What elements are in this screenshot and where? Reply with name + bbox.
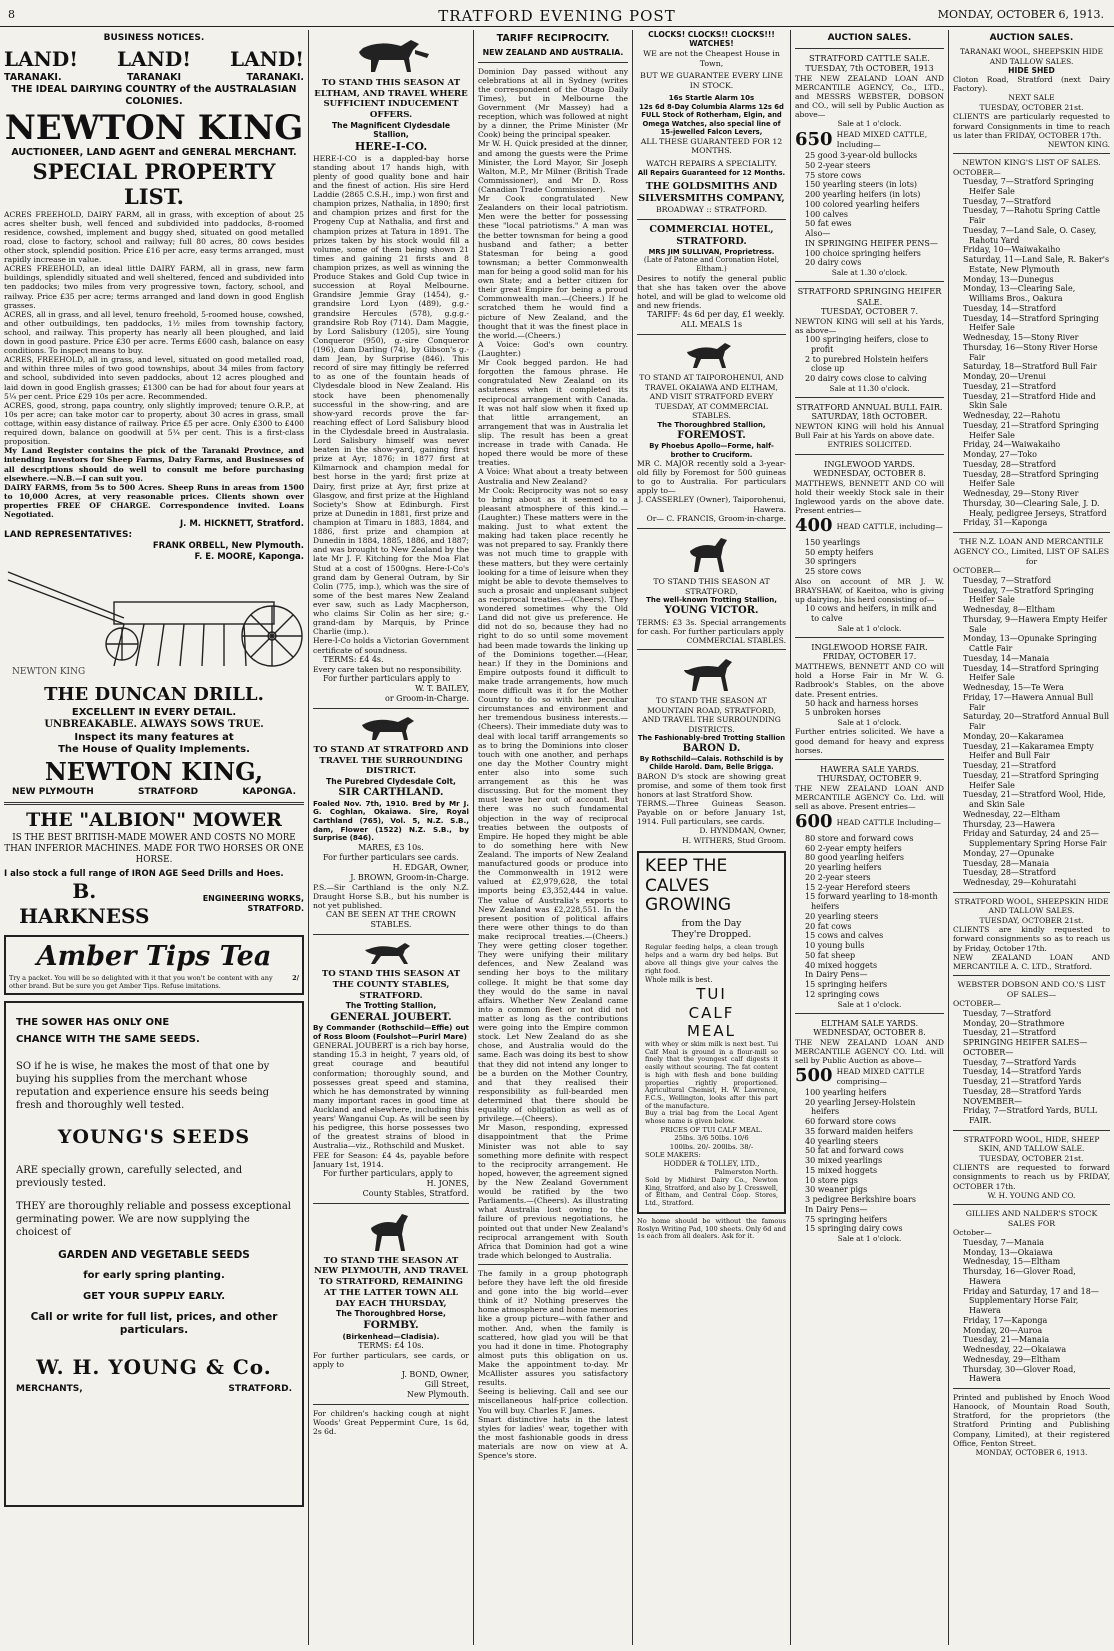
sale-item: 60 forward store cows bbox=[805, 1117, 896, 1127]
sale-items bbox=[795, 151, 944, 268]
sale-item: 15 forward yearling to 18-month heifers bbox=[805, 892, 938, 912]
sale-item: 75 springing heifers bbox=[805, 1214, 888, 1224]
sale-date: Thursday, 16—Glover Road, Hawera bbox=[963, 1267, 1076, 1286]
amber-desc: Try a packet. You will be so delighted with it that you won't be content with any other brand. But be sure you get Amber Tips. Refuse imitations. bbox=[9, 973, 273, 991]
sale-date: Wednesday, 22—Eltham bbox=[963, 809, 1061, 819]
sale-date: Monday, 27—Toko bbox=[963, 450, 1037, 460]
sale-date: Monday, 13—Okaiawa bbox=[963, 1247, 1053, 1257]
land-banner: LAND! LAND! LAND! bbox=[4, 47, 304, 72]
amber-tips-ad bbox=[4, 935, 304, 995]
sale-date: SPRINGING HEIFER SALES— bbox=[963, 1038, 1088, 1048]
sale-date: Friday, 24—Waiwakaiho bbox=[963, 440, 1061, 450]
sale-date: Wednesday, 29—Stony River bbox=[963, 489, 1079, 499]
sale-item: 150 yearling steers (in lots) bbox=[805, 180, 918, 190]
sale-items bbox=[795, 604, 944, 624]
sale-date: Saturday, 18—Stratford Bull Fair bbox=[963, 362, 1097, 372]
column-rule bbox=[308, 30, 309, 1645]
iron-age: I also stock a full range of IRON AGE Seed Drills and Hoes. bbox=[4, 868, 284, 879]
sale-item: 20 yearling Jersey-Holstein heifers bbox=[805, 1097, 916, 1117]
sale-date: Tuesday, 21—Manaia bbox=[963, 1335, 1050, 1345]
sale-item: 20 yearling steers bbox=[805, 911, 879, 921]
property-4: ACRES, FREEHOLD, all in grass, and level, situated on good metalled road, and within three miles of two good townships, about 34 miles from factory and school, subdivided into seven paddocks, about 12 acres ploughed and laid down in good English grasses; £1300 can be had for about four years at 5¼ per cent. Price £29 10s per acre. Recommended. bbox=[4, 355, 304, 401]
sale-date: Friday, 17—Kaponga bbox=[963, 1315, 1048, 1325]
column-business-notices bbox=[4, 30, 304, 1645]
albion-mower: THE "ALBION" MOWER bbox=[26, 808, 282, 831]
sale-date: Tuesday, 14—Stratford Springing Heifer Sale bbox=[963, 663, 1099, 683]
woods-peppermint: For children's hacking cough at night Woods' Great Peppermint Cure, 1s 6d, 2s 6d. bbox=[313, 1408, 469, 1436]
sale-items bbox=[795, 1088, 944, 1234]
sale-date: Thursday, 23—Hawera bbox=[963, 819, 1056, 829]
sale-date: Tuesday, 7—Rahotu Spring Cattle Fair bbox=[963, 206, 1101, 226]
sale-item: 35 forward maiden heifers bbox=[805, 1126, 913, 1136]
sale-item: 25 good 3-year-old bullocks bbox=[805, 151, 918, 161]
column-auction-sales: AUCTION SALES. STRATFORD CATTLE SALE. TUESDAY, 7th OCTOBER, 1913 THE NEW ZEALAND LOAN AND MERCANTILE AGENCY, Co., LTD., and MESSRS WEBSTER, DOBSON and CO., will sell by Public Auction as above— Sale at 1 o'clock. 650 HEAD MIXED CATTLE, Including— 25 good 3-year-old bullocks 50 2-year steers 75 store cows 150 yearling steers (in lots) 200 yearling heifers (in lots) 100 colored yearling heifers 100 calves 50 fat ewes Also— IN SPRINGING HEIFER PENS— 100 choice springing heifers 20 dairy cows Sale at 1.30 o'clock. STRATFORD SPRINGING HEIFER SALE. TUESDAY, OCTOBER 7. NEWTON KING will sell at his Yards, as above— 100 springing heifers, close to profit 2 to purebred Holstein heifers close up 20 dairy cows close to calving Sale at 11.30 o'clock. STRATFORD ANNUAL BULL FAIR. SATURDAY, 18th OCTOBER. NEWTON KING will hold his Annual Bull Fair at his Yards on above date. ENTRIES SOLICITED. INGLEWOOD YARDS. WEDNESDAY, OCTOBER 8. MATTHEWS, BENNETT AND CO will hold their weekly Stock sale in their Inglewood yards on the above date. Present entries— 400 HEAD CATTLE, including— 150 yearlings 50 empty heifers 30 springers 25 store cows Also on account of MR J. W. BRAYSHAW, of Kaeitoa, who is giving up dairying, his herd consisting of— 10 cows and heifers, in milk and to calve Sale at 1 o'clock. INGLEWOOD HORSE FAIR. FRIDAY, OCTOBER 17. MATTHEWS, BENNETT AND CO will hold a Horse Fair in Mr W. G. Radbrook's Stables, on the above date. Present entries. 50 hack and harness horses 5 unbroken horses Sale at 1 o'clock. Further entries solicited. We have a good demand for heavy and express horses. HAWERA SALE YARDS. THURSDAY, OCTOBER 9. THE NEW ZEALAND LOAN AND MERCANTILE AGENCY Co. Ltd. will sell as above. Present entries— 600 HEAD CATTLE Including— 80 store and forward cows 60 2-year empty heifers 80 good yearling heifers 20 yearling heifers 20 2-year steers 15 2-year Hereford steers 15 forward yearling to 18-month heifers 20 yearling steers 20 fat cows 15 cows and calves 10 young bulls 50 fat sheep 40 mixed hoggets In Dairy Pens— 15 springing heifers 12 springing cows Sale at 1 o'clock. ELTHAM SALE YARDS. WEDNESDAY, OCTOBER 8. THE NEW ZEALAND LOAN AND MERCANTILE AGENCY CO. Ltd. will sell by Public Auction as above— 500 HEAD MIXED CATTLE comprising— 100 yearling heifers 20 yearling Jersey-Holstein heifers 60 forward store cows 35 forward maiden heifers 40 yearling steers 50 fat and forward cows 30 mixed yearlings 15 mixed hoggets 10 store pigs 30 weaner pigs 3 pedigree Berkshire boars In Dairy Pens— 75 springing heifers 15 springing dairy cows Sale at 1 o'clock. bbox=[795, 33, 944, 1244]
land-register: My Land Register contains the pick of the Taranaki Province, and intending Investors for Sheep Farms, Dairy Farms, and Businesses of all descriptions should do well to consult me before purchasing elsewhere.—N.B.—I can suit you. bbox=[4, 446, 304, 483]
ideal-dairying: THE IDEAL DAIRYING COUNTRY of the AUSTRALASIAN COLONIES. bbox=[11, 84, 297, 107]
dairy-farms: DAIRY FARMS, from 5s to 500 Acres. Sheep Runs in areas from 1500 to 10,000 Acres, at very reasonable prices. Clients shown over properties FREE OF CHARGE. Correspondence invited. Loans Negotiated. bbox=[4, 482, 304, 520]
sale-item: 100 colored yearling heifers bbox=[805, 199, 920, 209]
sale-item: 20 dairy cows bbox=[805, 258, 862, 268]
sale-item: 3 pedigree Berkshire boars bbox=[805, 1195, 916, 1205]
land-representatives: LAND REPRESENTATIVES: bbox=[4, 529, 133, 540]
page-number: 8 bbox=[8, 8, 15, 21]
sale-item: IN SPRINGING HEIFER PENS— bbox=[805, 238, 938, 248]
sale-item: 15 2-year Hereford steers bbox=[805, 882, 911, 892]
sale-item: 30 mixed yearlings bbox=[805, 1156, 883, 1166]
newton-king-heading: NEWTON KING bbox=[4, 107, 304, 148]
sale-date: Tuesday, 7—Manaia bbox=[963, 1237, 1045, 1247]
horse-cut bbox=[356, 713, 426, 741]
sale-date: Thursday, 16—Stony River Horse Fair bbox=[963, 342, 1098, 362]
sale-date: Tuesday, 14—Stratford bbox=[963, 303, 1057, 313]
sale-item: 15 mixed hoggets bbox=[805, 1165, 878, 1175]
baron-d: BARON D. bbox=[682, 742, 741, 754]
sale-date: Tuesday, 21—Stratford Springing Heifer Sale bbox=[963, 770, 1099, 790]
sale-date: Tuesday, 28—Stratford Springing Heifer Sale bbox=[963, 469, 1099, 489]
sale-date: Tuesday, 21—Stratford bbox=[963, 761, 1057, 771]
sale-date: Tuesday, 21—Stratford Wool, Hide, and Skin Sale bbox=[963, 790, 1106, 810]
sale-item: 100 yearling heifers bbox=[805, 1087, 887, 1097]
issue-date: MONDAY, OCTOBER 6, 1913. bbox=[937, 8, 1104, 21]
special-property-list: SPECIAL PROPERTY LIST. bbox=[32, 159, 276, 210]
sale-date: Tuesday, 14—Stratford Yards bbox=[963, 1067, 1082, 1077]
sale-item: 50 fat and forward cows bbox=[805, 1146, 904, 1156]
sale-item: 10 cows and heifers, in milk and to calve bbox=[805, 604, 937, 623]
sale-item: 40 yearling steers bbox=[805, 1136, 879, 1146]
masthead bbox=[0, 6, 1114, 27]
sale-item: 80 good yearling heifers bbox=[805, 853, 904, 863]
here-i-co: HERE-I-CO. bbox=[354, 139, 428, 153]
goldsmiths-company: THE GOLDSMITHS AND SILVERSMITHS COMPANY, bbox=[638, 181, 785, 205]
sale-items bbox=[795, 538, 944, 577]
sale-date: Tuesday, 7—Stratford Yards bbox=[963, 1057, 1077, 1067]
wh-young: W. H. YOUNG & Co. bbox=[36, 1355, 272, 1380]
general-joubert: GENERAL JOUBERT. bbox=[330, 1010, 452, 1023]
sale-date: Tuesday, 28—Stratford bbox=[963, 868, 1057, 878]
sale-date: Wednesday, 29—Eltham bbox=[963, 1354, 1061, 1364]
unbreakable: UNBREAKABLE. ALWAYS SOWS TRUE. bbox=[44, 719, 264, 731]
sale-date: Thursday, 9—Hawera Empty Heifer Sale bbox=[963, 614, 1108, 634]
taranaki-banner: TARANAKI. TARANAKI TARANAKI. bbox=[4, 72, 304, 84]
sale-date: Friday, 10—Waiwakaiho bbox=[963, 245, 1061, 255]
sale-item: 10 young bulls bbox=[805, 941, 865, 951]
baron-d-horse-cut bbox=[680, 654, 744, 692]
commercial-hotel: COMMERCIAL HOTEL, STRATFORD. bbox=[649, 223, 774, 247]
sale-dates bbox=[953, 1238, 1110, 1384]
column-rule bbox=[948, 30, 949, 1645]
article-headline: TARIFF RECIPROCITY. bbox=[496, 33, 610, 44]
sale-date: Tuesday, 7—Stratford bbox=[963, 196, 1052, 206]
sale-item: 40 mixed hoggets bbox=[805, 960, 878, 970]
sale-date: Tuesday, 21—Stratford bbox=[963, 381, 1057, 391]
sale-date: Tuesday, 7—Stratford bbox=[963, 1008, 1052, 1018]
property-2: ACRES FREEHOLD, an ideal little DAIRY FARM, all in grass, new farm buildings, splendidly situated and well sheltered, fenced and subdivided into ten paddocks; two miles from very progressive town, factory, school, and railway. Price £35 per acre; terms arranged and land down in good English grasses. bbox=[4, 264, 304, 310]
sale-date: Monday, 20—Urenui bbox=[963, 372, 1046, 382]
sale-item: 100 choice springing heifers bbox=[805, 248, 921, 258]
sale-date: Monday, 20—Strathmore bbox=[963, 1018, 1065, 1028]
sale-item: 50 fat sheep bbox=[805, 950, 856, 960]
sale-date: Friday, 7—Stratford Yards, BULL FAIR. bbox=[963, 1106, 1098, 1126]
newton-king-2: NEWTON KING, bbox=[44, 756, 264, 786]
sale-date: Monday, 13—Clearing Sale, Williams Bros., Oakura bbox=[963, 284, 1076, 304]
property-5: ACRES, good, strong, papa country, only slightly improved; tenure O.R.P., at 10s per acre; can take motor car to property, about 30 acres in grass, small cottage, within easy distance of railway. Price £5 per acre. Only £300 to £400 required down, balance on goodwill at 5¼ per cent. This is a first-class proposition. bbox=[4, 400, 304, 447]
sale-date: Tuesday, 7—Stratford Springing Heifer Sale bbox=[963, 585, 1094, 605]
sale-item: 20 fat cows bbox=[805, 921, 852, 931]
sale-item: 50 2-year steers bbox=[805, 160, 871, 170]
sale-date: Tuesday, 21—Stratford Hide and Skin Sale bbox=[963, 391, 1096, 411]
harkness: B. HARKNESS ENGINEERING WORKS, STRATFORD. bbox=[19, 879, 304, 929]
sale-date: Tuesday, 7—Stratford bbox=[963, 575, 1052, 585]
sale-items bbox=[795, 834, 944, 1000]
sale-date: Friday, 31—Kaponga bbox=[963, 518, 1048, 528]
column-stallions: TO STAND THIS SEASON AT ELTHAM, AND TRAVEL WHERE SUFFICIENT INDUCEMENT OFFERS. The Magnificent Clydesdale Stallion, HERE-I-CO. HERE-I-CO is a dappled-bay horse standing about 17 hands high, with plenty of good quality bone and hair and the finest of action. His sire Herd Laddie (2865 C.S.H., imp.) won first and champion prizes, Nathalia, in 1890; first and champion prizes and first for the Progeny Cup at Nathalia, and first and champion prizes at Tatura in 1891. The prizes taken by his stock would fill a volume, some of them being shown 21 times and gaining 21 firsts and 8 champion prizes, as well as winning the Produce Stakes and Gold Cup twice in succession at Royal Melbourne. Grandsire Jemmie Gray (1454), g.-grandsire Lord Lyon (489), g.g.-grandsire Hercules (578), g.g.g.-grandsire Rob Roy (714). Dam Maggie, by Lord Salisbury (1205), sire Young Conqueror (950), g.-sire Conqueror (196), dam Darling (74), by Gibson's g.-dam Jean, by Surprise (846). This record of sire may fittingly be referred to as one of the fountain heads of Clydesdale blood in New Zealand. His stock have been phenomenally successful in the show-ring, and are show-yard records prove the far-reaching effect of Lord Salisbury blood in the Clydesdale breed in Australasia. Lord Salisbury himself was never beaten in the show-yard, gaining first prize at Ayr, 1876; in 1877 first at Kilmarnock and champion medal for best horse in the yard; first prize at Dairy, first prize at Ayr, first prize at Glasgow, and first prize at the Highland Society's Show at Edinburgh. First prize at Dunedin in 1881, first prize and champion at Timaru in 1883, 1884, and 1886, first prize and champion at Dunedin in 1884, 1885, 1886, and 1887; and was brought to New Zealand by the late Mr J. F. Kitching for the Moa Flat Stud at a cost of 1500gns. Here-I-Co's grand dam by General Outram, by Sir Colin (775, imp.), which was the sire of some of the best mares New Zealand ever saw, such as Lady Macpherson, who claims Sir Colin as her sire; g.-grand-dam by Marquis, by Prince Charlie (imp.). Here-I-Co holds a Victorian Government certificate of soundness. TERMS: £4 4s. Every care taken but no responsibility. For further particulars apply to W. T. BAILEY, or Groom-in-Charge. TO STAND AT STRATFORD AND TRAVEL THE SURROUNDING DISTRICT. The Purebred Clydesdale Colt, SIR CARTHLAND. Foaled Nov. 7th, 1910. Bred by Mr J. G. Coghlan, Okaiawa. Sire, Royal Carthland (765), Vol. 5, N.Z. S.B., dam, Flower (1522) N.Z. S.B., by Surprise (846). MARES, £3 10s. For further particulars see cards. H. EDGAR, Owner, J. BROWN, Groom-in-Charge. P.S.—Sir Carthland is the only N.Z. Draught Horse S.B., but his number is not yet published. CAN BE SEEN AT THE CROWN STABLES. TO STAND THIS SEASON AT THE COUNTY STABLES, STRATFORD. The Trotting Stallion, GENERAL JOUBERT. By Commander (Rothschild—Effie) out of Ross Bloom (Foulshot—Purirl Mare) GENERAL JOUBERT is a rich bay horse, standing 15.3 in height, 7 years old, of great courage and beautiful conformation; thoroughly sound, and possesses great speed and stamina, which he has demonstrated by winning many important races in good time at Auckland and elsewhere, including this years' Wanganui Cup. As will be seen by his pedigree, this horse possesses two of the greatest strains of blood in Australia—viz., Rothschild and Musket. FEE for Season: £4 4s, payable before January 1st, 1914. For further particulars, apply to H. JONES, County Stables, Stratford. TO STAND THE SEASON AT NEW PLYMOUTH, AND TRAVEL TO STRATFORD, REMAINING AT THE LATTER TOWN ALL DAY EACH THURSDAY, The Thoroughbred Horse, FORMBY. (Birkenhead—Cladisia). TERMS: £4 10s. For further particulars, see cards, or apply to J. BOND, Owner, Gill Street, New Plymouth. For children's hacking cough at night Woods' Great Peppermint Cure, 1s 6d, 2s 6d. bbox=[313, 30, 469, 1645]
sale-date: Tuesday, 7—Land Sale, O. Casey, Rahotu Yard bbox=[963, 225, 1097, 245]
newspaper-title: TRATFORD EVENING POST bbox=[438, 7, 676, 25]
young-victor: YOUNG VICTOR. bbox=[664, 605, 759, 617]
sale-date: Wednesday, 15—Eltham bbox=[963, 1257, 1061, 1267]
section-heading: BUSINESS NOTICES. bbox=[103, 33, 205, 43]
svg-text:NEWTON KING: NEWTON KING bbox=[12, 667, 86, 678]
roslyn-pad: No home should be without the famous Roslyn Writing Pad, 100 sheets. Only 6d and 1s each from all dealers. Ask for it. bbox=[637, 1216, 786, 1241]
sir-carthland: SIR CARTHLAND. bbox=[338, 786, 444, 799]
imprint-date: MONDAY, OCTOBER 6, 1913. bbox=[975, 1447, 1088, 1457]
sale-date: OCTOBER— bbox=[963, 1047, 1014, 1057]
sale-item: 25 store cows bbox=[805, 567, 862, 577]
property-3: ACRES, all in grass, and all level, tenuro freehold, 5-roomed house, cowshed, and other outbuildings, ten paddocks, 1½ miles from township factory, school, and railway. This property has nearly all been ploughed, and laid down in good pasture. Price £30 per acre. Terms £600 cash, balance on easy conditions. To inspect means to buy. bbox=[4, 309, 304, 356]
sale-items bbox=[795, 335, 944, 384]
sale-item: 20 yearling heifers bbox=[805, 863, 882, 873]
sale-item: 15 cows and calves bbox=[805, 931, 884, 941]
sale-item: 80 store and forward cows bbox=[805, 833, 914, 843]
sale-item: 150 yearlings bbox=[805, 537, 861, 547]
sale-item: In Dairy Pens— bbox=[805, 1204, 868, 1214]
sale-item: 50 fat ewes bbox=[805, 219, 852, 229]
sale-date: Wednesday, 15—Stony River bbox=[963, 333, 1079, 343]
inspect-features: Inspect its many features at bbox=[74, 731, 234, 743]
sale-item: 15 springing heifers bbox=[805, 980, 888, 990]
tui-calf-meal-ad: KEEP THE CALVES GROWING from the Day They're Dropped. Regular feeding helps, a clean trough helps and a warm dry bed helps. But above all things give your calves the right food. Whole milk is best. TUI CALF MEAL with whey or skim milk is next best. Tui Calf Meal is ground in a flour-mill so finely that the youngest calf digests it easily without scouring. The fat content is high with flesh and bone building properties rightly proportioned. Agricultural Chemist, H. W. Lawrence, F.C.S., Wellington, looks after this part of the manufacture. Buy a trial bag from the Local Agent whose name is given below. PRICES OF TUI CALF MEAL. 25lbs. 3/6 50lbs. 10/6 100lbs. 20/- 200lbs. 38/- SOLE MAKERS: HODDER & TOLLEY, LTD., Palmerston North. Sold by Midhirst Dairy Co., Newton King, Stratford, and also by J. Cresswell, of Eltham, and Central Coop. Stores, Ltd., Stratford. bbox=[637, 851, 786, 1213]
column-sale-lists: AUCTION SALES. TARANAKI WOOL, SHEEPSKIN HIDE AND TALLOW SALES. HIDE SHED Cloton Road, Stratford (next Dairy Factory). NEXT SALE TUESDAY, OCTOBER 21st. CLIENTS are particularly requested to forward Consignments in time to reach us later than FRIDAY, OCTOBER 17th. NEWTON KING. NEWTON KING'S LIST OF SALES. OCTOBER— Tuesday, 7—Stratford Springing Heifer Sale Tuesday, 7—Stratford Tuesday, 7—Rahotu Spring Cattle Fair Tuesday, 7—Land Sale, O. Casey, Rahotu Yard Friday, 10—Waiwakaiho Saturday, 11—Land Sale, R. Baker's Estate, New Plymouth Monday, 13—Dunegus Monday, 13—Clearing Sale, Williams Bros., Oakura Tuesday, 14—Stratford Tuesday, 14—Stratford Springing Heifer Sale Wednesday, 15—Stony River Thursday, 16—Stony River Horse Fair Saturday, 18—Stratford Bull Fair Monday, 20—Urenui Tuesday, 21—Stratford Tuesday, 21—Stratford Hide and Skin Sale Wednesday, 22—Rahotu Tuesday, 21—Stratford Springing Heifer Sale Friday, 24—Waiwakaiho Monday, 27—Toko Tuesday, 28—Stratford Tuesday, 28—Stratford Springing Heifer Sale Wednesday, 29—Stony River Thursday, 30—Clearing Sale, J. D. Healy, pedigree Jerseys, Stratford Friday, 31—Kaponga THE N.Z. LOAN AND MERCANTILE AGENCY CO., Limited, LIST OF SALES for OCTOBER— Tuesday, 7—Stratford Tuesday, 7—Stratford Springing Heifer Sale Wednesday, 8—Eltham Thursday, 9—Hawera Empty Heifer Sale Monday, 13—Opunake Springing Cattle Fair Tuesday, 14—Manaia Tuesday, 14—Stratford Springing Heifer Sale Wednesday, 15—Te Wera Friday, 17—Hawera Annual Bull Fair Saturday, 20—Stratford Annual Bull Fair Monday, 20—Kakaramea Tuesday, 21—Kakaramea Empty Heifer and Bull Fair Tuesday, 21—Stratford Tuesday, 21—Stratford Springing Heifer Sale Tuesday, 21—Stratford Wool, Hide, and Skin Sale Wednesday, 22—Eltham Thursday, 23—Hawera Friday and Saturday, 24 and 25—Supplementary Spring Horse Fair Monday, 27—Opunake Tuesday, 28—Manaia Tuesday, 28—Stratford Wednesday, 29—Kohuratahi STRATFORD WOOL, SHEEPSKIN HIDE AND TALLOW SALES. TUESDAY, OCTOBER 21st. CLIENTS are kindly requested to forward consignments so as to reach us by Friday, October 17th. NEW ZEALAND LOAN AND MERCANTILE A. C. LTD., Stratford. WEBSTER DOBSON AND CO.'S LIST OF SALES— OCTOBER— Tuesday, 7—Stratford Monday, 20—Strathmore Tuesday, 21—Stratford SPRINGING HEIFER SALES— OCTOBER— Tuesday, 7—Stratford Yards Tuesday, 14—Stratford Yards Tuesday, 21—Stratford Yards Tuesday, 28—Stratford Yards NOVEMBER— Friday, 7—Stratford Yards, BULL FAIR. STRATFORD WOOL, HIDE, SHEEP SKIN, AND TALLOW SALE. TUESDAY, OCTOBER 21st. CLIENTS are requested to forward consignments to reach us by FRIDAY, OCTOBER 17th. W. H. YOUNG AND CO. GILLIES AND NALDER'S STOCK SALES FOR October— Tuesday, 7—Manaia Monday, 13—Okaiawa Wednesday, 15—Eltham Thursday, 16—Glover Road, Hawera Friday and Saturday, 17 and 18—Supplementary Horse Fair, Hawera Friday, 17—Kaponga Monday, 20—Auroa Tuesday, 21—Manaia Wednesday, 22—Okaiawa Wednesday, 29—Eltham Thursday, 30—Glover Road, Hawera Printed and published by Enoch Wood Hanoock, of Mountain Road South, Stratford, for the proprietors (the Stratford Printing and Publishing Company, Limited), at their registered Office, Fenton Street. MONDAY, OCTOBER 6, 1913. bbox=[953, 33, 1110, 1457]
section-heading: AUCTION SALES. bbox=[827, 33, 912, 43]
youngs-seeds-ad: THE SOWER HAS ONLY ONE CHANCE WITH THE SAME SEEDS. SO if he is wise, he makes the most of that one by buying his supplies from the merchant whose reputation and experience ensure his seeds being fresh and thoroughly well tested. YOUNG'S SEEDS ARE specially grown, carefully selected, and previously tested. THEY are thoroughly reliable and possess exceptional germinating power. We are now supplying the choicest of GARDEN AND VEGETABLE SEEDS for early spring planting. GET YOUR SUPPLY EARLY. Call or write for full list, prices, and other particulars. W. H. YOUNG & Co. MERCHANTS, STRATFORD. bbox=[4, 1001, 304, 1507]
sale-date: Tuesday, 21—Stratford Yards bbox=[963, 1077, 1082, 1087]
sale-date: Wednesday, 8—Eltham bbox=[963, 605, 1056, 615]
sale-date: Monday, 27—Opunake bbox=[963, 848, 1055, 858]
sale-item: 100 calves bbox=[805, 209, 848, 219]
sale-item: In Dairy Pens— bbox=[805, 970, 868, 980]
sale-item: 60 2-year empty heifers bbox=[805, 843, 902, 853]
sale-date: Tuesday, 28—Stratford bbox=[963, 459, 1057, 469]
sale-date: Saturday, 20—Stratford Annual Bull Fair bbox=[963, 712, 1110, 732]
sale-date: Tuesday, 7—Stratford Springing Heifer Sale bbox=[963, 177, 1094, 196]
sale-item: 50 empty heifers bbox=[805, 547, 874, 557]
house-of-quality: The House of Quality Implements. bbox=[58, 744, 250, 756]
sale-item: 5 unbroken horses bbox=[805, 708, 881, 718]
sale-item: 20 dairy cows close to calving bbox=[805, 374, 927, 384]
sale-item: 100 springing heifers, close to profit bbox=[805, 335, 929, 354]
amber-price: 2/ bbox=[292, 973, 299, 982]
sale-date: Monday, 20—Auroa bbox=[963, 1325, 1043, 1335]
auctioneer-line: AUCTIONEER, LAND AGENT and GENERAL MERCHANT. bbox=[11, 147, 297, 159]
column-rule bbox=[473, 30, 474, 1645]
column-rule bbox=[790, 30, 791, 1645]
sale-date: Friday and Saturday, 24 and 25—Supplementary Spring Horse Fair bbox=[963, 829, 1107, 849]
sale-date: Tuesday, 14—Manaia bbox=[963, 653, 1050, 663]
tui-logo: TUI bbox=[696, 984, 727, 1003]
sale-date: Wednesday, 15—Te Wera bbox=[963, 683, 1064, 693]
formby: FORMBY. bbox=[363, 1318, 419, 1331]
column-tariff-article: TARIFF RECIPROCITY. NEW ZEALAND AND AUSTRALIA. Dominion Day passed without any celebrations at all in Sydney (writes the correspondent of the Otago Daily Times), but in Melbourne the Government (Mr Massey) had a reception, which was followed at night by a dinner, the Prime Minister (Mr Cook) being the principal speaker. Mr W. H. Quick presided at the dinner, and among the guests were the Prime Minister, the Lord Mayor, Sir Joseph Walton, M.P., Mr Milner (British Trade Commissioner), and Mr D. Ross (Canadian Trade Commissioner). Mr Cook congratulated New Zealanders on their local patriotism. Men were the better for possessing these "local patriotisms." A man was the better townsman for being a good husband and father; a better Statesman for being a good townsman; a better Commonwealth man for being a good solid man for his own State; and a better citizen for their great Empire for being a proud Commonwealth man.—(Cheers.) If he scratched them he would find a picture of New Zealand, and the thought that it was the finest place in the world.—(Cheers.) A Voice: God's own country. (Laughter.) Mr Cook begged pardon. He had forgotten the famous phrase. He congratulated New Zealand on its astuteness when it completed its reciprocal arrangement with Canada. It was not half slow when it fixed up that little arrangement, an arrangement that was in Australia let slip. The result has been a great increase in trade with Canada. He hoped there would be more of these treaties. A Voice: What about a treaty between Australia and New Zealand? Mr Cook: Reciprocity was not so easy to bring about as it seemed to a pleasant atmosphere of this kind.—(Laughter.) These matters were in the making. Just to what extent the making had taken place recently he was not prepared to say. Frankly there was not much time to grapple with these matters, but they were certainly looking for a time of leisure when they might be able to devote themselves to such a prosaic and unpleasant subject as reciprocal treaties.—(Cheers). They wondered sometimes why the Old Land did not give us preference. He did not do so, because they had no right to do so until some movement had been made towards the linking up of the Dominions together.—(Hear, hear.) If they in the Dominions and Empire outposts found it difficult to make trade arrangements, how much more difficult was it for the Mother Country to do so with her peculiar circumstances and environment and her tremendous business interests.—(Cheers). Their immediate duty was to deal with local tariff arrangements so as to bring the Dominions into closer touch with one another, and perhaps one day the Mother Country might enter also into some such arrangement as this he was discussing. But for the moment they must leave her out of account. But there was no such fundamental objection in the way of reciprocal treaties between the outposts of Empire. He hoped they might be able to do something here with New Zealand. The imports of New Zealand manufactured goods or produce into the Commonwealth in 1912 were valued at £2,979,628, the total imports being £3,352,444 in value. The value of Australia's exports to New Zealand was £2,228,551. In the present position of political affairs there were other things to do than make reciprocal treaties.—(Cheers.) They were getting closer together. They were unifying their military defences, and New Zealand was sending her boys to the military college. It might be that some day they would do the same in naval affairs. Whether New Zealand came into a common fleet or not did not matter as long as the contributions were going into the Empire common stock. Let New Zealand do as she chose, and Australia would do the same. Each was doing its best to show that they did not intend any longer to be a burden on the Mother Country, and that they realised their responsibility as full-bearded men determined that there should be equality of obligation as well as of privilege.—(Cheers). Mr Mason, responding, expressed disappointment that the Prime Minister was not able to say something more definite with respect to the reciprocity arrangement. He hoped, however, the agreement signed by the New Zealand Government would be ratified by the two Parliaments.—(Cheers). As illustrating what Australia lost owing to the failure of previous negotiations, he pointed out that under New Zealand's reciprocal arrangement with South Africa that Dominion had got a wine trade which belonged to Australia. The family in a group photograph before they have left the old fireside and gone into the big world—ever think of it? Nothing preserves the home atmosphere and home memories like a group picture—with father and mother. And, when the family is scattered, how glad you will be that you had it done in time. Photography almost puts this obligation on us. Make the appointment to-day. Mr McAllister assures you satisfactory results. Seeing is believing. Call and see our miscellaneous half-price collection. You will buy. Charles F. James. Smart distinctive hats in the latest styles for ladies' wear, together with the most fashionable goods in dress materials are now on view at A. Spence's store. bbox=[478, 33, 628, 1461]
sale-date: Wednesday, 22—Rahotu bbox=[963, 411, 1061, 421]
sale-date: Wednesday, 29—Kohuratahi bbox=[963, 878, 1077, 888]
sale-item: 2 to purebred Holstein heifers close up bbox=[805, 354, 929, 374]
article-subhead: NEW ZEALAND AND AUSTRALIA. bbox=[482, 47, 624, 57]
sale-date: Tuesday, 21—Stratford Springing Heifer Sale bbox=[963, 420, 1099, 440]
seed-drill-illustration bbox=[4, 562, 304, 680]
sale-date: Monday, 13—Dunegus bbox=[963, 274, 1054, 284]
foremost-horse-cut bbox=[683, 339, 741, 369]
sale-date: Friday and Saturday, 17 and 18—Supplementary Horse Fair, Hawera bbox=[963, 1286, 1099, 1316]
sale-date: Tuesday, 14—Stratford Springing Heifer Sale bbox=[963, 313, 1099, 333]
sale-date: Monday, 13—Opunake Springing Cattle Fair bbox=[963, 634, 1097, 654]
foremost: FOREMOST. bbox=[677, 429, 746, 441]
imprint: Printed and published by Enoch Wood Hanoock, of Mountain Road South, Stratford, for the proprietors (the Stratford Printing and Publishing Company, Limited), at their registered Office, Fenton Street. bbox=[953, 1393, 1110, 1448]
sale-item: Also— bbox=[805, 229, 831, 239]
sale-item: 20 2-year steers bbox=[805, 872, 871, 882]
sale-dates bbox=[953, 177, 1110, 528]
sale-date: Saturday, 11—Land Sale, R. Baker's Estate, New Plymouth bbox=[963, 255, 1110, 274]
branch-towns: NEW PLYMOUTH STRATFORD KAPONGA. bbox=[12, 786, 296, 797]
clydesdale-horse-cut bbox=[349, 34, 433, 74]
sale-item: 75 store cows bbox=[805, 170, 862, 180]
amber-tips-logo: Amber Tips Tea bbox=[36, 941, 272, 973]
sale-date: Monday, 20—Kakaramea bbox=[963, 731, 1064, 741]
sale-dates bbox=[953, 576, 1110, 888]
sale-item: 12 springing cows bbox=[805, 989, 880, 999]
sale-date: Tuesday, 21—Stratford bbox=[963, 1028, 1057, 1038]
sale-date: Thursday, 30—Clearing Sale, J. D. Healy, pedigree Jerseys, Stratford bbox=[963, 498, 1107, 518]
sale-date: Friday, 17—Hawera Annual Bull Fair bbox=[963, 692, 1094, 712]
property-1: ACRES FREEHOLD, DAIRY FARM, all in grass, with exception of about 25 acres shelter bush, well fenced and subdivided into paddocks, 8-roomed residence, cowshed, implement and buggy shed, situated on good metalled road, close to factory, school and railway; full 80 acres, 80 cows besides other stock, splendid position. Price £16 per acre, easy terms arranged, must rapidly increase in value. bbox=[4, 209, 304, 265]
sale-item: 30 weaner pigs bbox=[805, 1185, 868, 1195]
duncan-drill: THE DUNCAN DRILL. bbox=[44, 684, 264, 706]
column-rule bbox=[632, 30, 633, 1645]
albion-desc: IS THE BEST BRITISH-MADE MOWER AND COSTS NO MORE THAN INFERIOR MACHINES. MADE FOR TWO HORSES OR ONE HORSE. bbox=[4, 832, 304, 865]
sale-item: 200 yearling heifers (in lots) bbox=[805, 190, 921, 200]
rep-hicknett: J. M. HICKNETT, Stratford. bbox=[179, 519, 304, 530]
sale-date: Tuesday, 21—Kakaramea Empty Heifer and Bull Fair bbox=[963, 741, 1094, 761]
sale-item: 10 store pigs bbox=[805, 1175, 858, 1185]
youngs-seeds-title: YOUNG'S SEEDS bbox=[57, 1126, 251, 1149]
sale-dates bbox=[953, 1009, 1110, 1126]
young-victor-horse-cut bbox=[687, 533, 737, 573]
sale-date: NOVEMBER— bbox=[963, 1096, 1022, 1106]
section-heading: AUCTION SALES. bbox=[989, 33, 1074, 43]
sale-item: 15 springing dairy cows bbox=[805, 1224, 903, 1234]
thoroughbred-horse-cut bbox=[368, 1208, 414, 1252]
column-clocks-stallions: CLOCKS! CLOCKS!! CLOCKS!!! WATCHES! WE are not the Cheapest House in Town, BUT WE GUARANTEE EVERY LINE IN STOCK. 16s Startle Alarm 10s 12s 6d 8-Day Columbia Alarms 12s 6d FULL Stock of Rotherham, Elgin, and Omega Watches, also special line of 15-jewelled Falcon Levers, ALL THESE GUARANTEED FOR 12 MONTHS. WATCH REPAIRS A SPECIALITY. All Repairs Guaranteed for 12 Months. THE GOLDSMITHS AND SILVERSMITHS COMPANY, BROADWAY :: STRATFORD. COMMERCIAL HOTEL, STRATFORD. MRS JIM SULLIVAN, Proprietress. (Late of Patone and Coronation Hotel, Eltham.) Desires to notify the general public that she has taken over the above hotel, and will be glad to welcome old and new friends. TARIFF: 4s 6d per day, £1 weekly. ALL MEALS 1s TO STAND AT TAIPOROHENUI, AND TRAVEL OKAIAWA AND ELTHAM, AND VISIT STRATFORD EVERY TUESDAY, AT COMMERCIAL STABLES. The Thoroughbred Stallion, FOREMOST. By Phoebus Apollo—Forme, half-brother to Cruciform. MR C. MAJOR recently sold a 3-year-old filly by Foremost for 500 guineas to go to Australia. For particulars apply to— J. CASSERLEY (Owner), Taiporohenui, Hawera. Or— C. FRANCIS, Groom-in-charge. TO STAND THIS SEASON AT STRATFORD, The well-known Trotting Stallion, YOUNG VICTOR. TERMS: £3 3s. Special arrangements for cash. For further particulars apply COMMERCIAL STABLES. TO STAND THE SEASON AT MOUNTAIN ROAD, STRATFORD, AND TRAVEL THE SURROUNDING DISTRICTS. The Fashionably-bred Trotting Stallion BARON D. By Rothschild—Calais. Rothschild is by Childe Harold. Dam, Belle Brigga. BARON D's stock are showing great promise, and some of them took first honors at last Stratford Show. TERMS.—Three Guineas Season. Payable on or before January 1st, 1914. Full particulars, see cards. D. HYNDMAN, Owner, H. WITHERS, Stud Groom. KEEP THE CALVES GROWING from the Day They're Dropped. Regular feeding helps, a clean trough helps and a warm dry bed helps. But above all things give your calves the right food. Whole milk is best. TUI CALF MEAL with whey or skim milk is next best. Tui Calf Meal is ground in a flour-mill so finely that the youngest calf digests it easily without scouring. The fat content is high with flesh and bone building properties rightly proportioned. Agricultural Chemist, H. W. Lawrence, F.C.S., Wellington, looks after this part of the manufacture. Buy a trial bag from the Local Agent whose name is given below. PRICES OF TUI CALF MEAL. 25lbs. 3/6 50lbs. 10/6 100lbs. 20/- 200lbs. 38/- SOLE MAKERS: HODDER & TOLLEY, LTD., Palmerston North. Sold by Midhirst Dairy Co., Newton King, Stratford, and also by J. Cresswell, of Eltham, and Central Coop. Stores, Ltd., Stratford. No home should be without the famous Roslyn Writing Pad, 100 sheets. Only 6d and 1s each from all dealers. Ask for it. bbox=[637, 30, 786, 1241]
rep-orbell: FRANK ORBELL, New Plymouth. bbox=[152, 541, 304, 552]
sale-items bbox=[795, 699, 944, 719]
excellent-detail: EXCELLENT IN EVERY DETAIL. bbox=[71, 706, 237, 718]
sale-date: Tuesday, 28—Stratford Yards bbox=[963, 1086, 1082, 1096]
sale-item: 30 springers bbox=[805, 557, 857, 567]
sale-item: 50 hack and harness horses bbox=[805, 698, 919, 708]
sale-date: Tuesday, 28—Manaia bbox=[963, 858, 1050, 868]
sale-date: Wednesday, 22—Okaiawa bbox=[963, 1345, 1067, 1355]
trotter-horse-cut bbox=[361, 939, 421, 965]
sale-date: Thursday, 30—Glover Road, Hawera bbox=[963, 1364, 1076, 1384]
rep-moore: F. E. MOORE, Kaponga. bbox=[194, 551, 304, 562]
